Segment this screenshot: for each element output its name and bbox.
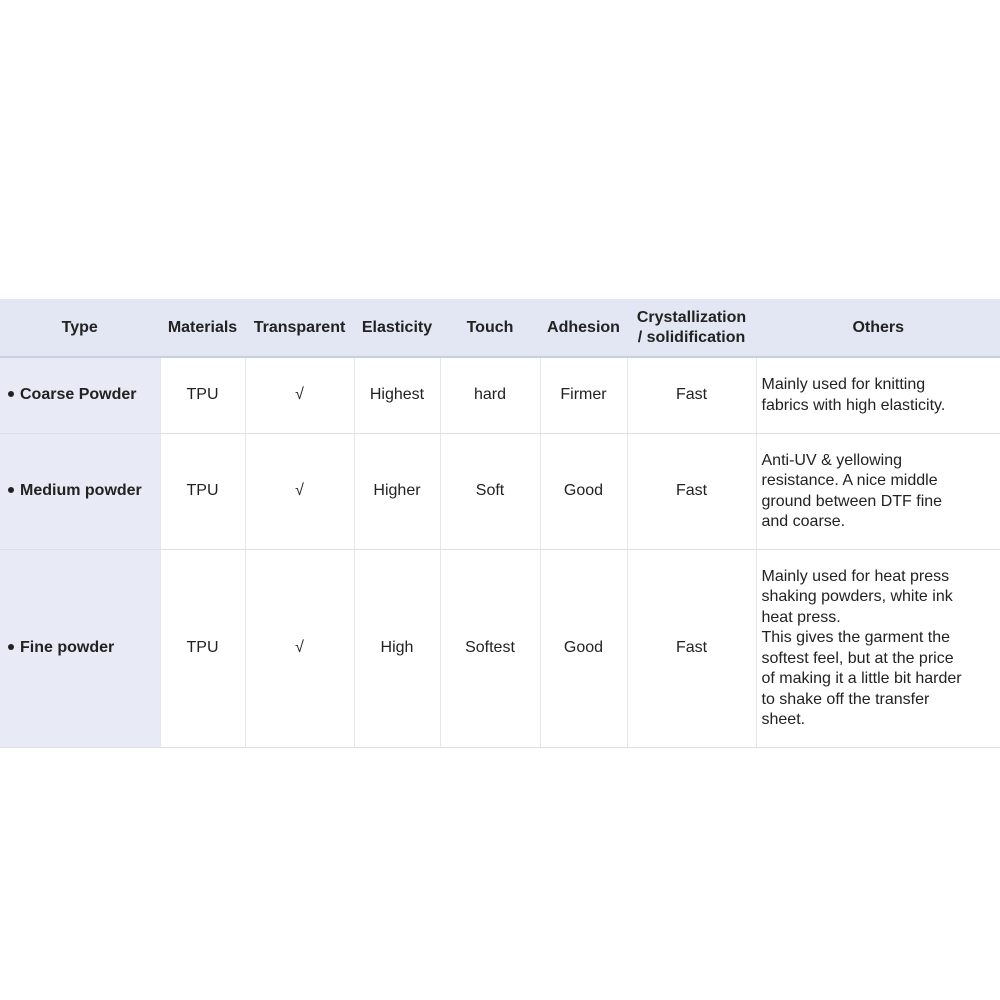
transparent-cell: √ — [245, 357, 354, 434]
type-cell — [0, 357, 160, 434]
transparent-cell: √ — [245, 434, 354, 550]
touch-cell: Softest — [440, 550, 540, 748]
others-line: resistance. A nice middle — [761, 472, 938, 489]
header-others: Others — [756, 299, 1000, 357]
header-elasticity: Elasticity — [354, 299, 440, 357]
type-label: Coarse Powder — [20, 386, 137, 404]
others-line: Anti-UV & yellowing — [761, 451, 902, 469]
others-line: ground between DTF fine — [761, 492, 943, 510]
crystallization-cell: Fast — [627, 550, 756, 748]
others-cell — [756, 357, 1000, 434]
materials-cell: TPU — [160, 550, 245, 748]
adhesion-cell: Firmer — [540, 357, 627, 434]
header-crystallization-line2: / solidification — [637, 328, 746, 346]
bullet-icon — [8, 391, 14, 397]
crystallization-cell: Fast — [627, 357, 756, 434]
type-cell — [0, 550, 160, 748]
others-cell — [756, 550, 1000, 748]
header-type: Type — [0, 299, 160, 357]
materials-cell: TPU — [160, 434, 245, 550]
table-header — [0, 299, 1000, 357]
others-line: Mainly used for knitting — [761, 376, 926, 393]
others-line: softest feel, but at the price — [761, 649, 954, 667]
header-crystallization — [627, 299, 756, 357]
table-row — [0, 550, 1000, 748]
type-label: Medium powder — [20, 482, 142, 500]
others-line: This gives the garment the — [761, 629, 951, 646]
others-line: and coarse. — [761, 513, 846, 530]
touch-cell: Soft — [440, 434, 540, 550]
header-row — [0, 299, 1000, 357]
others-line: of making it a little bit harder — [761, 670, 962, 687]
materials-cell: TPU — [160, 357, 245, 434]
table-row — [0, 434, 1000, 550]
bullet-icon — [8, 644, 14, 650]
elasticity-cell: Higher — [354, 434, 440, 550]
type-cell — [0, 434, 160, 550]
others-line: to shake off the transfer — [761, 690, 930, 708]
header-crystallization-line1: Crystallization — [636, 308, 747, 326]
powder-comparison-table — [0, 299, 1000, 748]
others-line: heat press. — [761, 608, 841, 626]
header-materials: Materials — [160, 299, 245, 357]
others-line: Mainly used for heat press — [761, 567, 950, 585]
transparent-cell: √ — [245, 550, 354, 748]
bullet-icon — [8, 487, 14, 493]
type-label: Fine powder — [20, 639, 115, 657]
table-row — [0, 357, 1000, 434]
others-line: shaking powders, white ink — [761, 588, 953, 605]
table-body — [0, 357, 1000, 748]
adhesion-cell: Good — [540, 434, 627, 550]
elasticity-cell: High — [354, 550, 440, 748]
others-line: sheet. — [761, 711, 806, 728]
header-adhesion: Adhesion — [540, 299, 627, 357]
touch-cell: hard — [440, 357, 540, 434]
header-transparent: Transparent — [245, 299, 354, 357]
others-line: fabrics with high elasticity. — [761, 396, 946, 414]
header-touch: Touch — [440, 299, 540, 357]
adhesion-cell: Good — [540, 550, 627, 748]
others-cell — [756, 434, 1000, 550]
elasticity-cell: Highest — [354, 357, 440, 434]
crystallization-cell: Fast — [627, 434, 756, 550]
